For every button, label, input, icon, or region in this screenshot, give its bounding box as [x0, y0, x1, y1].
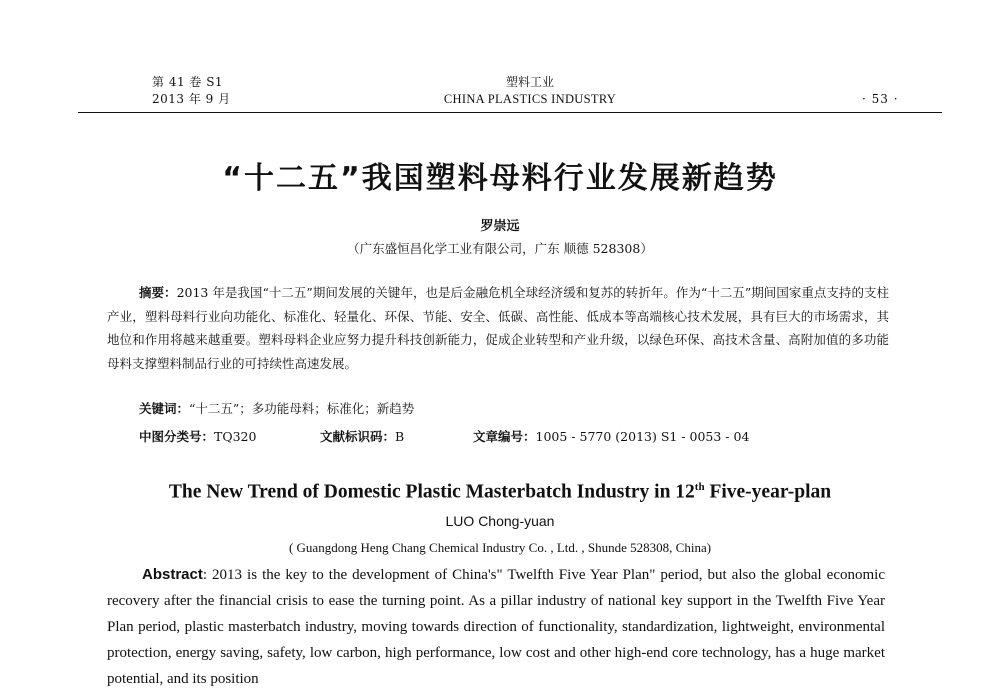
- author-affiliation-cn: （广东盛恒昌化学工业有限公司，广东 顺德 528308）: [347, 241, 653, 256]
- abstract-label-cn: 摘要：: [139, 285, 177, 300]
- journal-issue-info: [152, 74, 231, 108]
- title-en-superscript: th: [694, 481, 705, 493]
- page-number: · 53 ·: [862, 92, 899, 106]
- article-title-en: [0, 481, 1000, 504]
- volume-number: 第 41 卷 S1: [152, 75, 224, 89]
- document-code-label: 文献标识码：: [320, 429, 396, 444]
- abstract-cn: [107, 281, 889, 375]
- journal-name: [380, 74, 680, 108]
- journal-name-en: CHINA PLASTICS INDUSTRY: [443, 92, 617, 106]
- keywords-cn: [139, 399, 414, 417]
- clc-number: [139, 427, 256, 445]
- clc-value: TQ320: [214, 429, 257, 444]
- article-number-label: 文章编号：: [473, 429, 536, 444]
- document-code: [320, 427, 404, 445]
- article-title-cn: “十二五”我国塑料母料行业发展新趋势: [222, 161, 778, 196]
- publication-date: 2013 年 9 月: [152, 92, 231, 106]
- title-en-tail: Five-year-plan: [704, 481, 832, 503]
- abstract-en: [107, 562, 885, 692]
- abstract-colon-en: :: [202, 567, 213, 583]
- article-number-value: 1005 - 5770 (2013) S1 - 0053 - 04: [535, 429, 750, 444]
- header-rule: [78, 112, 942, 113]
- abstract-text-cn: 2013 年是我国“十二五”期间发展的关键年，也是后金融危机全球经济缓和复苏的转折年。作为“十二五”期间国家重点支持的支柱产业，塑料母料行业向功能化、标准化、轻量化、环保、节能、安全、低碳、高性能、低成本等高端核心技术发展，具有巨大的市场需求，其地位和作用将越来越重要。塑料母料企业应努力提升科技创新能力，促成企业转型和产业升级，以绿色环保、高技术含量、高附加值的多功能母料支撑塑料制品行业的可持续性高速发展。: [107, 285, 889, 371]
- abstract-text-en: 2013 is the key to the development of China's" Twelfth Five Year Plan" period, but also the global economic recovery after the financial crisis to ease the turning point. As a pillar industry of national key support in the Twelfth Five Year Plan period, plastic masterbatch industry, moving towards direction of functionality, standardization, lightweight, environmental protection, energy saving, safety, low carbon, high performance, low cost and other high-end core technology, has a huge market potential, and its position: [107, 567, 885, 687]
- document-code-value: B: [395, 429, 405, 444]
- clc-label: 中图分类号：: [139, 429, 215, 444]
- keywords-label-cn: 关键词：: [139, 401, 190, 416]
- author-name-en: LUO Chong-yuan: [445, 513, 555, 529]
- author-affiliation-en: ( Guangdong Heng Chang Chemical Industry Co. , Ltd. , Shunde 528308, China): [288, 540, 712, 555]
- title-en-main: The New Trend of Domestic Plastic Masterbatch Industry in 12: [168, 481, 695, 503]
- author-name-cn: 罗崇远: [480, 219, 520, 234]
- keywords-text-cn: “十二五”；多功能母料；标准化；新趋势: [189, 401, 415, 416]
- abstract-label-en: Abstract: [142, 566, 203, 583]
- article-number: [473, 427, 749, 445]
- journal-name-cn: 塑料工业: [505, 75, 554, 89]
